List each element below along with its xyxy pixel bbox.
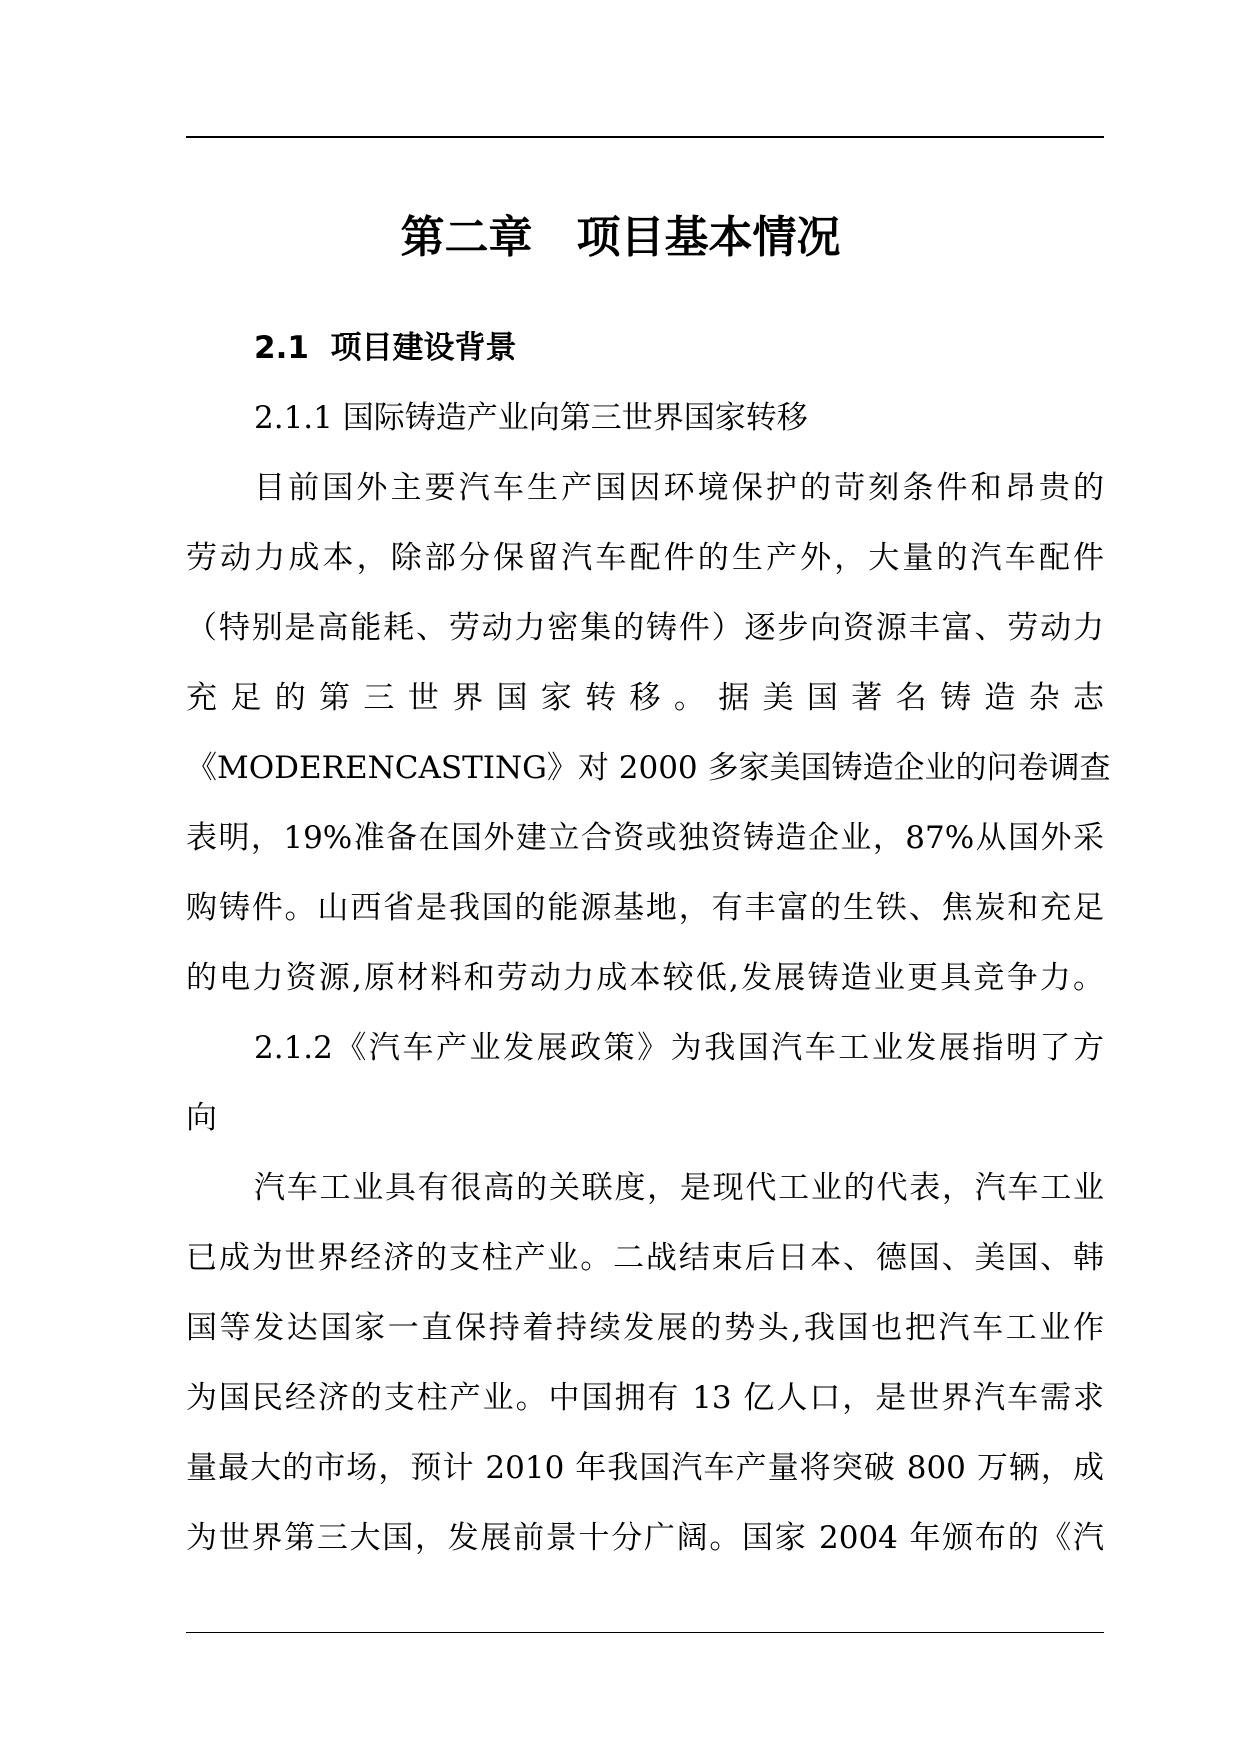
paragraph-line: 劳动力成本，除部分保留汽车配件的生产外，大量的汽车配件 [186,540,1104,576]
subsection-heading-continuation: 向 [186,1100,217,1136]
chapter-title: 第二章 项目基本情况 [400,212,841,263]
paragraph-line: 量最大的市场，预计 2010 年我国汽车产量将突破 800 万辆，成 [186,1450,1104,1486]
paragraph-line: 的电力资源,原材料和劳动力成本较低,发展铸造业更具竞争力。 [186,960,1104,996]
header-rule [186,136,1104,138]
subsection-heading: 2.1.2《汽车产业发展政策》为我国汽车工业发展指明了方 [254,1030,1104,1066]
paragraph-line: 购铸件。山西省是我国的能源基地，有丰富的生铁、焦炭和充足 [186,890,1104,926]
paragraph-line: 表明，19%准备在国外建立合资或独资铸造企业，87%从国外采 [186,820,1104,856]
subsection-heading: 2.1.1 国际铸造产业向第三世界国家转移 [254,400,808,436]
paragraph-line: 汽车工业具有很高的关联度，是现代工业的代表，汽车工业 [254,1170,1104,1206]
paragraph-line: （特别是高能耗、劳动力密集的铸件）逐步向资源丰富、劳动力 [186,610,1104,646]
paragraph-line: 为世界第三大国，发展前景十分广阔。国家 2004 年颁布的《汽 [186,1520,1104,1556]
paragraph-line: 国等发达国家一直保持着持续发展的势头,我国也把汽车工业作 [186,1310,1104,1346]
footer-rule [186,1632,1104,1633]
section-heading: 2.1 项目建设背景 [254,330,517,366]
paragraph-line: 《MODERENCASTING》对 2000 多家美国铸造企业的问卷调查 [186,750,1111,786]
paragraph-line: 已成为世界经济的支柱产业。二战结束后日本、德国、美国、韩 [186,1240,1104,1276]
paragraph-line: 目前国外主要汽车生产国因环境保护的苛刻条件和昂贵的 [254,470,1104,506]
paragraph-line: 充 足 的 第 三 世 界 国 家 转 移 。 据 美 国 著 名 铸 造 杂 志 [186,680,1104,716]
paragraph-line: 为国民经济的支柱产业。中国拥有 13 亿人口，是世界汽车需求 [186,1380,1104,1416]
